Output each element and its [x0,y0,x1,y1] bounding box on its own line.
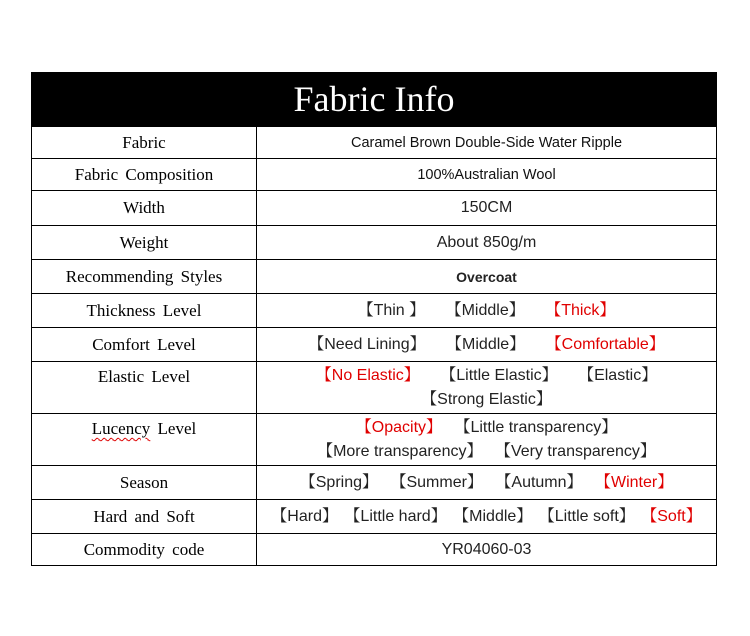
option-little-soft: 【Little soft】 [538,507,635,525]
option-no-elastic-selected: 【No Elastic】 [315,366,420,384]
option-little-transparency: 【Little transparency】 [454,418,618,436]
row-label: Fabric Composition [32,159,257,190]
row-composition [32,158,716,190]
label-word-lucency: Lucency [91,419,151,438]
option-opacity-selected: 【Opacity】 [355,418,443,436]
row-value [257,466,716,499]
row-thickness [32,293,716,327]
row-styles [32,259,716,293]
row-lucency [32,413,716,465]
label-word-level: Level [157,419,197,438]
row-label: Hard and Soft [32,500,257,533]
row-value: About 850g/m [436,233,537,251]
option-more-transparency: 【More transparency】 [317,442,483,460]
row-commodity-code [32,533,716,565]
row-label: Recommending Styles [32,260,257,293]
option-elastic: 【Elastic】 [578,366,658,384]
row-width [32,190,716,225]
option-comfortable-selected: 【Comfortable】 [545,335,665,353]
option-middle: 【Middle】 [453,507,533,525]
option-middle: 【Middle】 [446,335,526,353]
option-very-transparency: 【Very transparency】 [494,442,656,460]
row-value: 100%Australian Wool [417,166,556,183]
row-label: Weight [32,226,257,259]
row-label: Width [32,191,257,225]
option-spring: 【Spring】 [299,473,379,491]
row-value: 150CM [460,199,513,216]
option-soft-selected: 【Soft】 [641,507,702,525]
option-hard: 【Hard】 [271,507,338,525]
row-value: Overcoat [456,268,517,285]
row-label: Commodity code [32,534,257,565]
option-thick-selected: 【Thick】 [545,301,616,319]
fabric-info-table [31,72,717,566]
row-hard-soft [32,499,716,533]
option-summer: 【Summer】 [390,473,483,491]
option-thin: 【Thin 】 [357,301,426,319]
row-value [257,294,716,327]
row-value: Caramel Brown Double-Side Water Ripple [350,134,623,151]
row-value [257,362,716,413]
table-title: Fabric Info [32,73,716,126]
row-elastic [32,361,716,413]
row-label: Elastic Level [32,362,257,413]
row-value [257,500,716,533]
row-comfort [32,327,716,361]
row-fabric [32,126,716,158]
option-middle: 【Middle】 [445,301,525,319]
row-label: Thickness Level [32,294,257,327]
row-value [257,328,716,361]
option-little-elastic: 【Little Elastic】 [440,366,558,384]
row-label: Comfort Level [32,328,257,361]
row-value [257,414,716,465]
row-season [32,465,716,499]
row-label [32,414,257,465]
option-autumn: 【Autumn】 [495,473,583,491]
option-need-lining: 【Need Lining】 [308,335,426,353]
row-label: Fabric [32,127,257,158]
row-label: Season [32,466,257,499]
option-winter-selected: 【Winter】 [595,473,674,491]
row-weight [32,225,716,259]
option-little-hard: 【Little hard】 [344,507,447,525]
option-strong-elastic: 【Strong Elastic】 [421,390,552,408]
row-value: YR04060-03 [441,540,532,558]
